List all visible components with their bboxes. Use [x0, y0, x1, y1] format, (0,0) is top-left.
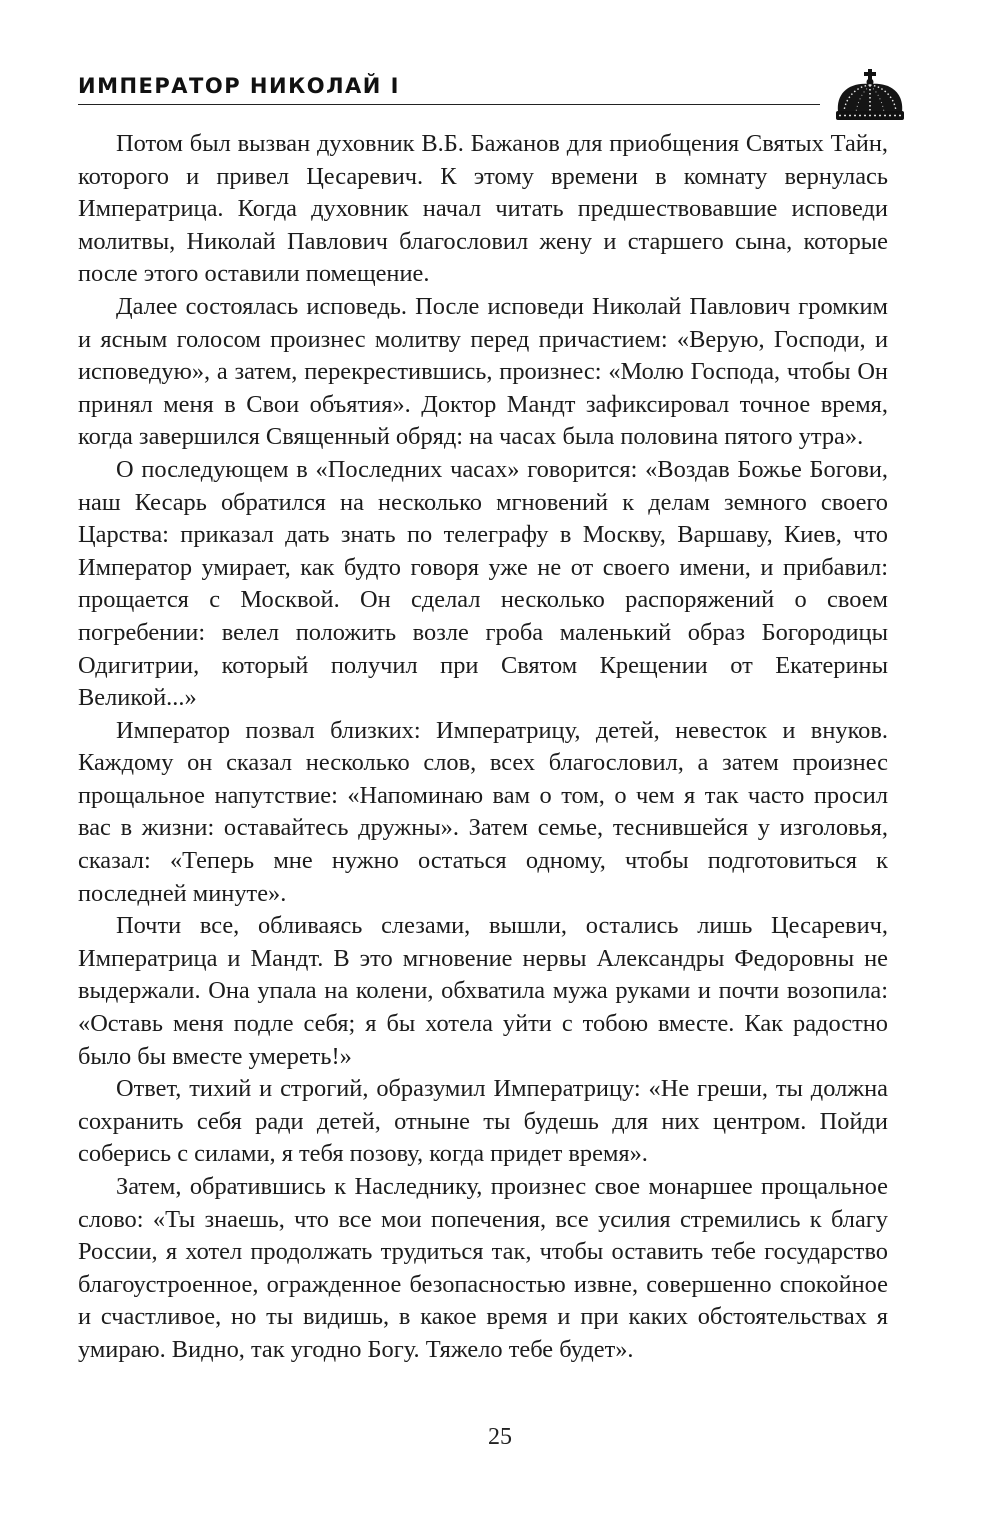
paragraph: Император позвал близких: Императрицу, детей, невесток и внуков. Каждому он сказал несколько слов, всех благословил, а затем произнес прощальное напутствие: «Напоминаю вам о том, о чем я так часто просил вас в жизни: оставайтесь дружны». Затем семье, теснившейся у изголовья, сказал: «Теперь мне нужно остаться одному, чтобы подготовиться к последней минуте». — [78, 716, 888, 907]
page-body — [78, 128, 888, 1367]
imperial-crown-icon — [830, 68, 910, 124]
paragraph: Почти все, обливаясь слезами, вышли, остались лишь Цесаревич, Императрица и Мандт. В это мгновение нервы Александры Федоровны не выдержали. Она упала на колени, обхватила мужа руками и почти возопила: «Оставь меня подле себя; я бы хотела уйти с тобою вместе. Как радостно было бы вместе умереть!» — [78, 912, 888, 1070]
paragraph: О последующем в «Последних часах» говорится: «Воздав Божье Богови, наш Кесарь обратился на несколько мгновений к делам земного своего Царства: приказал дать знать по телеграфу в Москву, Варшаву, Киев, что Император умирает, как будто говоря уже не от своего имени, и прибавил: прощается с Москвой. Он сделал несколько распоряжений о своем погребении: велел положить возле гроба маленький образ Богородицы Одигитрии, который получил при Святом Крещении от Екатерины Великой...» — [78, 455, 888, 712]
paragraph: Затем, обратившись к Наследнику, произнес свое монаршее прощальное слово: «Ты знаешь, что все мои попечения, все усилия стремились к благу России, я хотел продолжать трудиться так, чтобы оставить тебе государство благоустроенное, огражденное безопасностью извне, совершенно спокойное и счастливое, но ты видишь, в какое время и при каких обстоятельствах я умираю. Видно, так угодно Богу. Тяжело тебе будет». — [78, 1173, 888, 1363]
running-header — [78, 68, 910, 124]
paragraph: Ответ, тихий и строгий, образумил Императрицу: «Не греши, ты должна сохранить себя ради детей, отныне ты будешь для них центром. Пойди соберись с силами, я тебя позову, когда придет время». — [78, 1075, 888, 1168]
running-header-title: ИМПЕРАТОР НИКОЛАЙ I — [78, 74, 400, 98]
page-number: 25 — [488, 1424, 512, 1450]
paragraph: Потом был вызван духовник В.Б. Бажанов для приобщения Святых Тайн, которого и привел Цесаревич. К этому времени в комнату вернулась Императрица. Когда духовник начал читать предшествовавшие исповеди молитвы, Николай Павлович благословил жену и старшего сына, которые после этого оставили помещение. — [78, 130, 888, 288]
header-rule — [78, 104, 820, 105]
paragraph: Далее состоялась исповедь. После исповеди Николай Павлович громким и ясным голосом произнес молитву перед причастием: «Верую, Господи, и исповедую», а затем, перекрестившись, произнес: «Молю Господа, чтобы Он принял меня в Свои объятия». Доктор Мандт зафиксировал точное время, когда завершился Священный обряд: на часах была половина пятого утра». — [78, 292, 888, 451]
